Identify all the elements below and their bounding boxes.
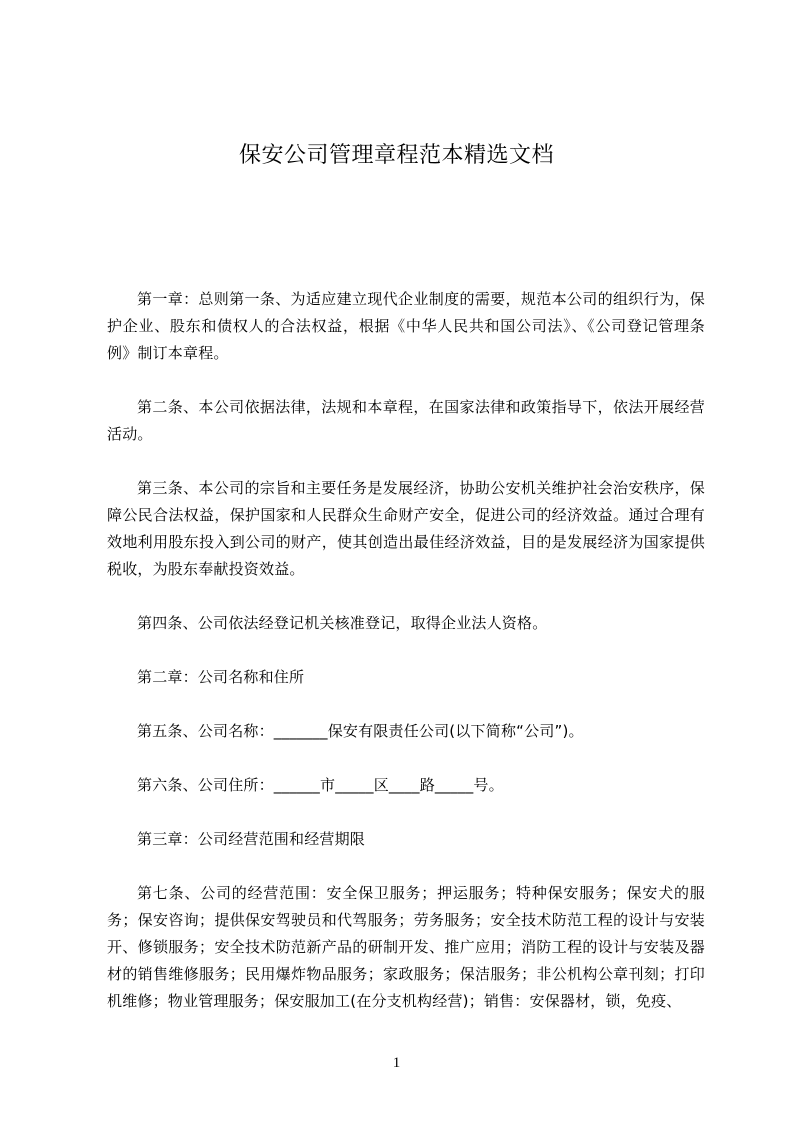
paragraph-article6: 第六条、公司住所：______市_____区____路_____号。: [137, 776, 504, 794]
document-body: [107, 286, 705, 1015]
paragraph-chapter1-article1: 第一章：总则第一条、为适应建立现代企业制度的需要，规范本公司的组织行为，保护企业、股东和债权人的合法权益，根据《中华人民共和国公司法》、《公司登记管理条例》制订本章程。: [107, 290, 705, 362]
chapter2-heading: 第二章：公司名称和住所: [137, 668, 305, 686]
paragraph-article7: 第七条、公司的经营范围：安全保卫服务；押运服务；特种保安服务；保安犬的服务；保安咨询；提供保安驾驶员和代驾服务；劳务服务；安全技术防范工程的设计与安装开、修锁服务；安全技术防范新产品的研制开发、推广应用；消防工程的设计与安装及器材的销售维修服务；民用爆炸物品服务；家政服务；保洁服务；非公机构公章刊刻；打印机维修；物业管理服务；保安服加工(在分支机构经营)；销售：安保器材，锁，免疫、: [107, 884, 705, 1010]
paragraph-article5: 第五条、公司名称：_______保安有限责任公司(以下简称“公司”)。: [137, 722, 584, 740]
paragraph-article2: 第二条、本公司依据法律，法规和本章程，在国家法律和政策指导下，依法开展经营活动。: [107, 398, 705, 443]
page-number: 1: [392, 1055, 401, 1071]
chapter3-heading: 第三章：公司经营范围和经营期限: [137, 830, 366, 848]
paragraph-article3: 第三条、本公司的宗旨和主要任务是发展经济，协助公安机关维护社会治安秩序，保障公民合法权益，保护国家和人民群众生命财产安全，促进公司的经济效益。通过合理有效地利用股东投入到公司的财产，使其创造出最佳经济效益，目的是发展经济为国家提供税收，为股东奉献投资效益。: [107, 479, 705, 578]
paragraph-article4: 第四条、公司依法经登记机关核准登记，取得企业法人资格。: [137, 614, 548, 632]
document-title: 保安公司管理章程范本精选文档: [238, 143, 554, 168]
